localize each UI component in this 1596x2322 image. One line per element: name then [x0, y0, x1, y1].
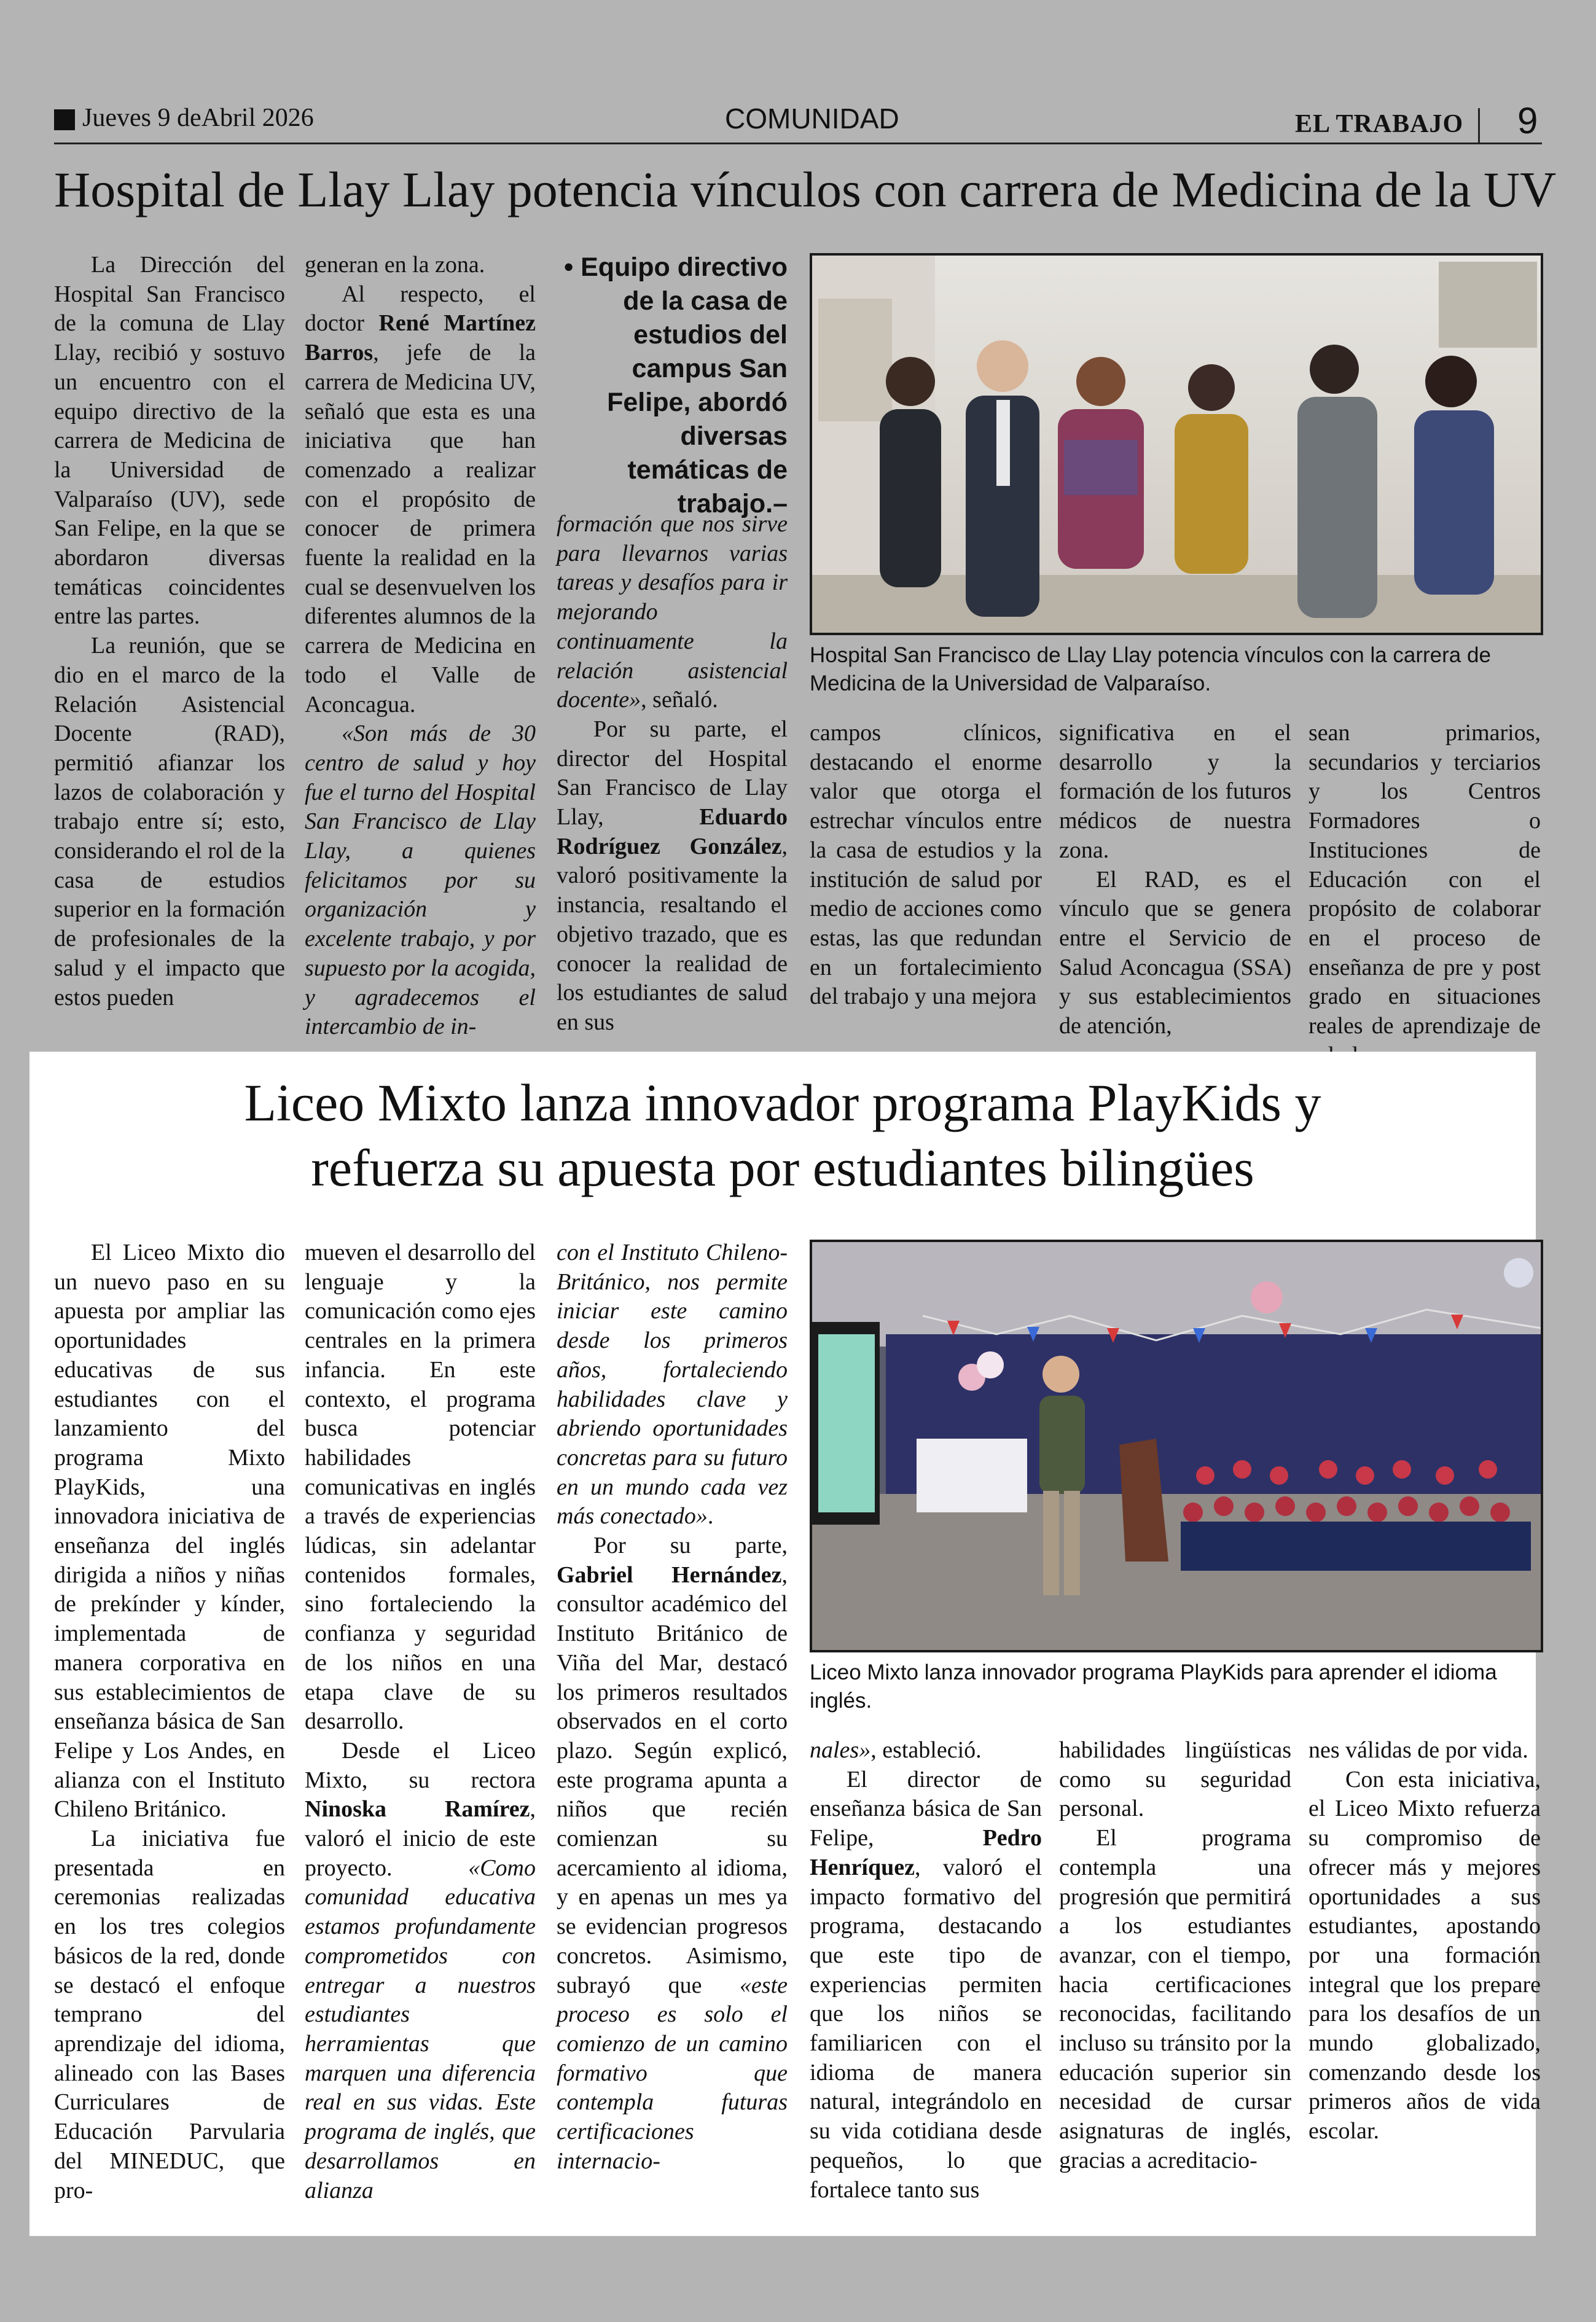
- paragraph: Por su parte, el director del Hospital San Francisco de Llay Llay, Eduardo Rodríguez González, valoró positivamente la instancia, resaltando el objetivo trazado, que es conocer la realidad de los estudiantes de salud en sus: [557, 716, 788, 1035]
- article2-column-3: [557, 1238, 788, 2176]
- paragraph: Con esta iniciativa, el Liceo Mixto refuerza su compromiso de ofrecer más y mejores oportunidades a sus estudiantes, apostando por una formación integral que los prepare para los desafíos de un mundo globalizado, comenzando desde los primeros años de vida escolar.: [1308, 1766, 1541, 2144]
- pull-quote: • Equipo directivo de la casa de estudios del campus San Felipe, abordó diversas temáticas de trabajo.–: [564, 252, 788, 518]
- article2-photo: [810, 1240, 1543, 1652]
- paragraph: nes válidas de por vida.: [1308, 1737, 1528, 1763]
- paragraph: La iniciativa fue presentada en ceremonias realizadas en los tres colegios básicos de la red, donde se destacó el enfoque temprano del aprendizaje del idioma, alineado con las Bases Curriculares de Educación Parvularia del MINEDUC, que pro-: [54, 1826, 285, 2203]
- group-photo-image: [812, 256, 1541, 633]
- paragraph: La reunión, que se dio en el marco de la Relación Asistencial Docente (RAD), permitió afianzar los lazos de colaboración y trabajo entre sí; esto, considerando el rol de la casa de estudios superior en la formación de profesionales de la salud y el impacto que estos pueden: [54, 633, 285, 1011]
- article1-column-4: [810, 719, 1042, 1012]
- person-name: René Martínez Barros: [305, 310, 536, 366]
- person-name: Gabriel Hernández: [557, 1562, 782, 1588]
- quote-paragraph: formación que nos sirve para llevarnos varias tareas y desafíos para ir mejorando continuamente la relación asistencial docente», señaló.: [557, 511, 788, 713]
- headline-line-1: Liceo Mixto lanza innovador programa PlayKids y: [244, 1073, 1321, 1132]
- person-name: Eduardo Rodríguez González: [557, 804, 788, 859]
- section-title: COMUNIDAD: [725, 103, 899, 135]
- paragraph: El programa contempla una progresión que permitirá a los estudiantes avanzar, con el tiempo, hacia certificaciones reconocidas, facilitando incluso su tránsito por la educación superior sin necesidad de cursar asignaturas de inglés, gracias a acreditacio-: [1059, 1825, 1291, 2173]
- header-rule: [54, 143, 1542, 144]
- header-separator: [1478, 108, 1480, 144]
- person-name: Pedro Henríquez: [810, 1825, 1042, 1880]
- quote-paragraph: nales», estableció.: [810, 1737, 982, 1763]
- newspaper-name: EL TRABAJO: [1295, 110, 1464, 138]
- paragraph: habilidades lingüísticas como su seguridad personal.: [1059, 1737, 1291, 1822]
- paragraph: significativa en el desarrollo y la formación de los futuros médicos de nuestra zona.: [1059, 720, 1291, 863]
- quote-paragraph: «Son más de 30 centro de salud y hoy fue el turno del Hospital San Francisco de Llay Llay, a quienes felicitamos por su organización y excelente trabajo, y por supuesto por la acogida, y agradecemos el intercambio de in-: [305, 721, 536, 1040]
- article1-column-3: [557, 510, 788, 1038]
- paragraph: mueven el desarrollo del lenguaje y la comunicación como ejes centrales en la primera infancia. En este contexto, el programa busca potenciar habilidades comunicativas en inglés a través de experiencias lúdicas, sin adelantar contenidos formales, sino fortaleciendo la confianza y seguridad de los niños en una etapa clave de su desarrollo.: [305, 1240, 536, 1735]
- article2-photo-caption: Liceo Mixto lanza innovador programa PlayKids para aprender el idioma inglés.: [810, 1660, 1497, 1713]
- article2-column-4: [810, 1736, 1042, 2205]
- bullet-square-icon: [54, 109, 75, 130]
- paragraph: Desde el Liceo Mixto, su rectora Ninoska Ramírez, valoró el inicio de este proyecto. «Como comunidad educativa estamos profundamente comprometidos con entregar a nuestros estudiantes herramientas que marquen una diferencia real en sus vidas. Este programa de inglés, que desarrollamos en alianza: [305, 1737, 536, 2203]
- page-number: 9: [1517, 100, 1538, 141]
- person-name: Ninoska Ramírez: [305, 1796, 530, 1823]
- paragraph: El RAD, es el vínculo que se genera entre el Servicio de Salud Aconcagua (SSA) y sus establecimientos de atención,: [1059, 866, 1291, 1039]
- paragraph: La Dirección del Hospital San Francisco de la comuna de Llay Llay, recibió y sostuvo un encuentro con el equipo directivo de la carrera de Medicina de la Universidad de Valparaíso (UV), sede San Felipe, en la que se abordaron diversas temáticas coincidentes entre las partes.: [54, 252, 285, 630]
- article1-column-6: [1308, 719, 1541, 1070]
- paragraph: Al respecto, el doctor René Martínez Barros, jefe de la carrera de Medicina UV, señaló que esta es una iniciativa que han comenzado a realizar con el propósito de conocer de primera fuente la realidad en la cual se desenvuelven los diferentes alumnos de la carrera de Medicina en todo el Valle de Aconcagua.: [305, 281, 536, 717]
- article2-headline: [29, 1070, 1536, 1200]
- article2-column-6: [1308, 1736, 1541, 2146]
- article1-column-5: [1059, 719, 1291, 1041]
- classroom-event-image: [812, 1242, 1541, 1650]
- paragraph: generan en la zona.: [305, 252, 485, 278]
- article1-headline: Hospital de Llay Llay potencia vínculos con carrera de Medicina de la UV: [54, 162, 1557, 217]
- article2-column-5: [1059, 1736, 1291, 2176]
- paragraph: El director de enseñanza básica de San Felipe, Pedro Henríquez, valoró el impacto formativo del programa, destacando que este tipo de experiencias permiten que los niños se familiaricen con el idioma de manera natural, integrándolo en su vida cotidiana desde pequeños, lo que fortalece tanto sus: [810, 1766, 1042, 2203]
- article2-column-1: [54, 1238, 285, 2205]
- paragraph: Por su parte, Gabriel Hernández, consultor académico del Instituto Británico de Viña del Mar, destacó los primeros resultados observados en el corto plazo. Según explicó, este programa apunta a niños que recién comienzan su acercamiento al idioma, y en apenas un mes ya se evidencian progresos concretos. Asimismo, subrayó que «este proceso es solo el comienzo de un camino formativo que contempla futuras certificaciones internacio-: [557, 1533, 788, 2174]
- paragraph: campos clínicos, destacando el enorme valor que otorga el estrechar vínculos entre la casa de estudios y la institución de salud por medio de acciones como estas, las que redundan en un fortalecimiento del trabajo y una mejora: [810, 720, 1042, 1010]
- article2-column-2: [305, 1238, 536, 2205]
- paragraph: sean primarios, secundarios y terciarios y los Centros Formadores o Instituciones de Educación con el propósito de colaborar en el proceso de enseñanza de pre y post grado en situaciones reales de aprendizaje de: [1308, 720, 1541, 1039]
- article1-photo: [810, 253, 1543, 635]
- quote-paragraph: con el Instituto Chileno-Británico, nos permite iniciar este camino desde los primeros años, fortaleciendo habilidades clave y abriendo oportunidades concretas para su futuro en un mundo cada vez más conectado».: [557, 1240, 788, 1530]
- issue-date: Jueves 9 deAbril 2026: [82, 104, 314, 132]
- article1-column-2: [305, 251, 536, 1042]
- headline-line-2: refuerza su apuesta por estudiantes bilingües: [311, 1138, 1254, 1197]
- paragraph: El Liceo Mixto dio un nuevo paso en su apuesta por ampliar las oportunidades educativas de sus estudiantes con el lanzamiento del programa Mixto PlayKids, una innovadora iniciativa de enseñanza del inglés dirigida a niños y niñas de prekínder y kínder, implementada de manera corporativa en sus establecimientos de enseñanza básica de San Felipe y Los Andes, en alianza con el Instituto Chileno Británico.: [54, 1240, 285, 1823]
- article1-photo-caption: Hospital San Francisco de Llay Llay potencia vínculos con la carrera de Medicina de la Universidad de Valparaíso.: [810, 643, 1491, 695]
- article1-column-1: [54, 251, 285, 1012]
